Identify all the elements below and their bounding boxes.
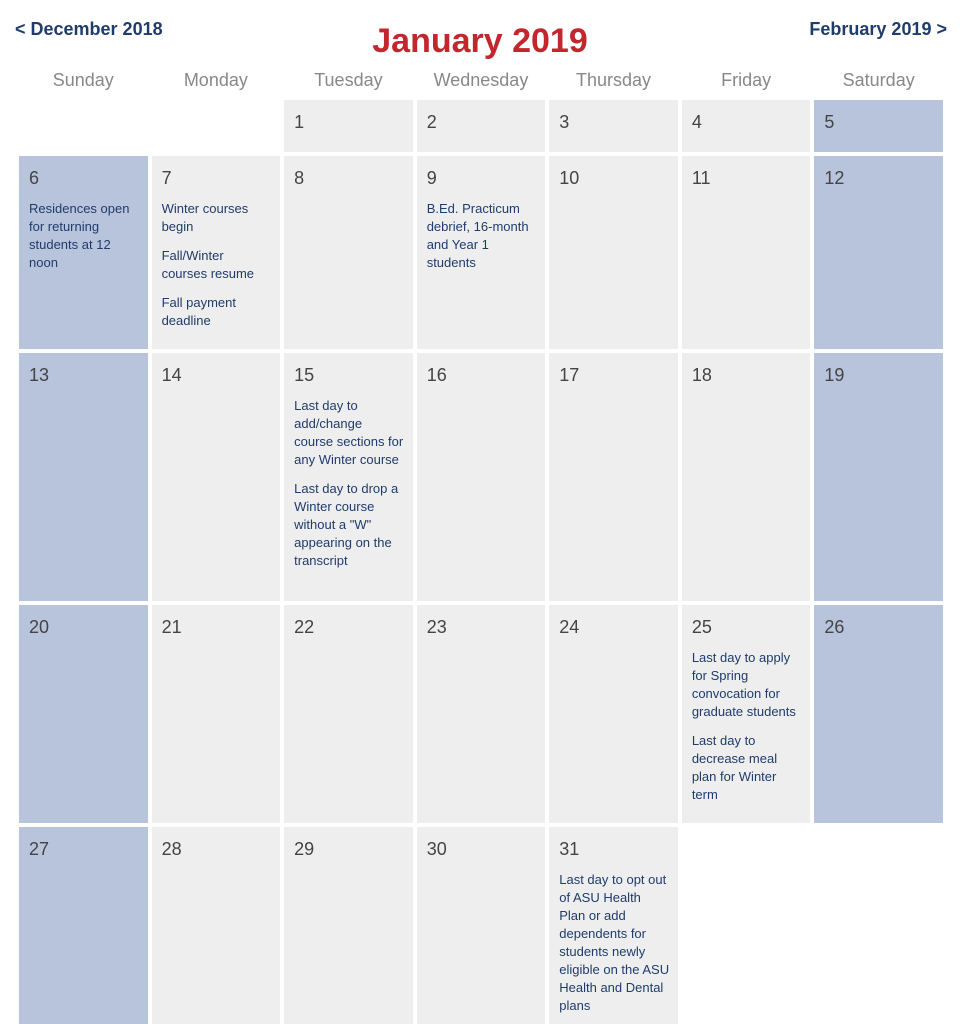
event-link[interactable]: B.Ed. Practicum debrief, 16-month and Year 1 students	[426, 201, 529, 270]
day-cell	[152, 605, 281, 823]
day-number: 31	[559, 839, 580, 859]
day-cell	[549, 605, 678, 823]
day-number: 7	[161, 168, 172, 188]
day-cell	[682, 100, 811, 152]
weekday-header-friday: Friday	[721, 69, 772, 90]
day-number: 28	[161, 839, 182, 859]
day-number: 13	[29, 365, 50, 385]
empty-day-cell	[814, 827, 943, 1024]
day-cell	[152, 827, 281, 1024]
day-number: 27	[29, 839, 50, 859]
day-number: 5	[824, 112, 835, 132]
day-cell	[814, 156, 943, 349]
day-number: 14	[161, 365, 182, 385]
day-number: 25	[691, 617, 712, 637]
day-cell	[284, 827, 413, 1024]
day-cell	[549, 100, 678, 152]
day-number: 1	[294, 112, 305, 132]
day-cell	[19, 827, 148, 1024]
weekday-header-wednesday: Wednesday	[433, 69, 529, 90]
day-cell	[814, 353, 943, 601]
day-cell	[284, 156, 413, 349]
day-cell	[417, 827, 546, 1024]
weekday-header-saturday: Saturday	[842, 69, 915, 90]
day-cell	[417, 353, 546, 601]
day-cell	[549, 827, 678, 1024]
week-row	[19, 156, 943, 349]
prev-month-link[interactable]: < December 2018	[15, 19, 163, 39]
empty-day-cell	[19, 100, 148, 152]
day-number: 22	[294, 617, 315, 637]
event-link[interactable]: Residences open for returning students at 12 noon	[29, 201, 130, 270]
month-title: January 2019	[372, 22, 588, 60]
day-cell	[549, 156, 678, 349]
week-row	[19, 605, 943, 823]
day-number: 17	[559, 365, 580, 385]
weekday-header-monday: Monday	[183, 69, 248, 90]
day-cell	[19, 353, 148, 601]
day-number: 16	[426, 365, 447, 385]
week-row	[19, 353, 943, 601]
event-link[interactable]: Winter courses begin	[161, 201, 249, 234]
day-number: 4	[691, 112, 702, 132]
day-number: 18	[691, 365, 712, 385]
day-cell	[682, 353, 811, 601]
day-number: 19	[824, 365, 845, 385]
day-cell	[284, 100, 413, 152]
weekday-header-tuesday: Tuesday	[314, 69, 383, 90]
empty-day-cell	[152, 100, 281, 152]
event-link[interactable]: Last day to drop a Winter course without a "W" appearing on the transcript	[294, 481, 399, 568]
event-link[interactable]: Last day to opt out of ASU Health Plan or add dependents for students newly eligible on the ASU Health and Dental plans	[559, 872, 670, 1013]
day-number: 3	[559, 112, 570, 132]
week-row	[19, 100, 943, 152]
day-number: 6	[29, 168, 40, 188]
day-number: 21	[161, 617, 182, 637]
day-cell	[682, 605, 811, 823]
day-cell	[549, 353, 678, 601]
weekday-header-thursday: Thursday	[576, 69, 652, 90]
calendar-grid	[15, 60, 947, 1024]
day-cell	[814, 100, 943, 152]
day-cell	[19, 605, 148, 823]
day-cell	[284, 605, 413, 823]
empty-day-cell	[682, 827, 811, 1024]
day-number: 12	[824, 168, 845, 188]
day-cell	[284, 353, 413, 601]
day-number: 20	[29, 617, 50, 637]
next-month-link[interactable]: February 2019 >	[809, 19, 947, 39]
event-link[interactable]: Last day to apply for Spring convocation for graduate students	[691, 650, 796, 719]
day-number: 8	[294, 168, 305, 188]
day-cell	[152, 156, 281, 349]
day-number: 30	[426, 839, 447, 859]
day-number: 26	[824, 617, 845, 637]
event-link[interactable]: Last day to decrease meal plan for Winter term	[691, 733, 778, 802]
day-cell	[417, 156, 546, 349]
day-cell	[417, 605, 546, 823]
day-number: 9	[426, 168, 437, 188]
day-cell	[814, 605, 943, 823]
day-number: 24	[559, 617, 580, 637]
day-cell	[417, 100, 546, 152]
day-number: 11	[691, 168, 711, 188]
weekday-header-row	[19, 64, 943, 96]
day-cell	[682, 156, 811, 349]
day-number: 15	[294, 365, 315, 385]
day-cell	[19, 156, 148, 349]
event-link[interactable]: Last day to add/change course sections for any Winter course	[294, 398, 404, 467]
day-number: 10	[559, 168, 580, 188]
event-link[interactable]: Fall payment deadline	[161, 295, 236, 328]
weekday-header-sunday: Sunday	[52, 69, 114, 90]
day-number: 29	[294, 839, 315, 859]
day-number: 23	[426, 617, 447, 637]
day-cell	[152, 353, 281, 601]
week-row	[19, 827, 943, 1024]
day-number: 2	[426, 112, 437, 132]
event-link[interactable]: Fall/Winter courses resume	[161, 248, 255, 281]
